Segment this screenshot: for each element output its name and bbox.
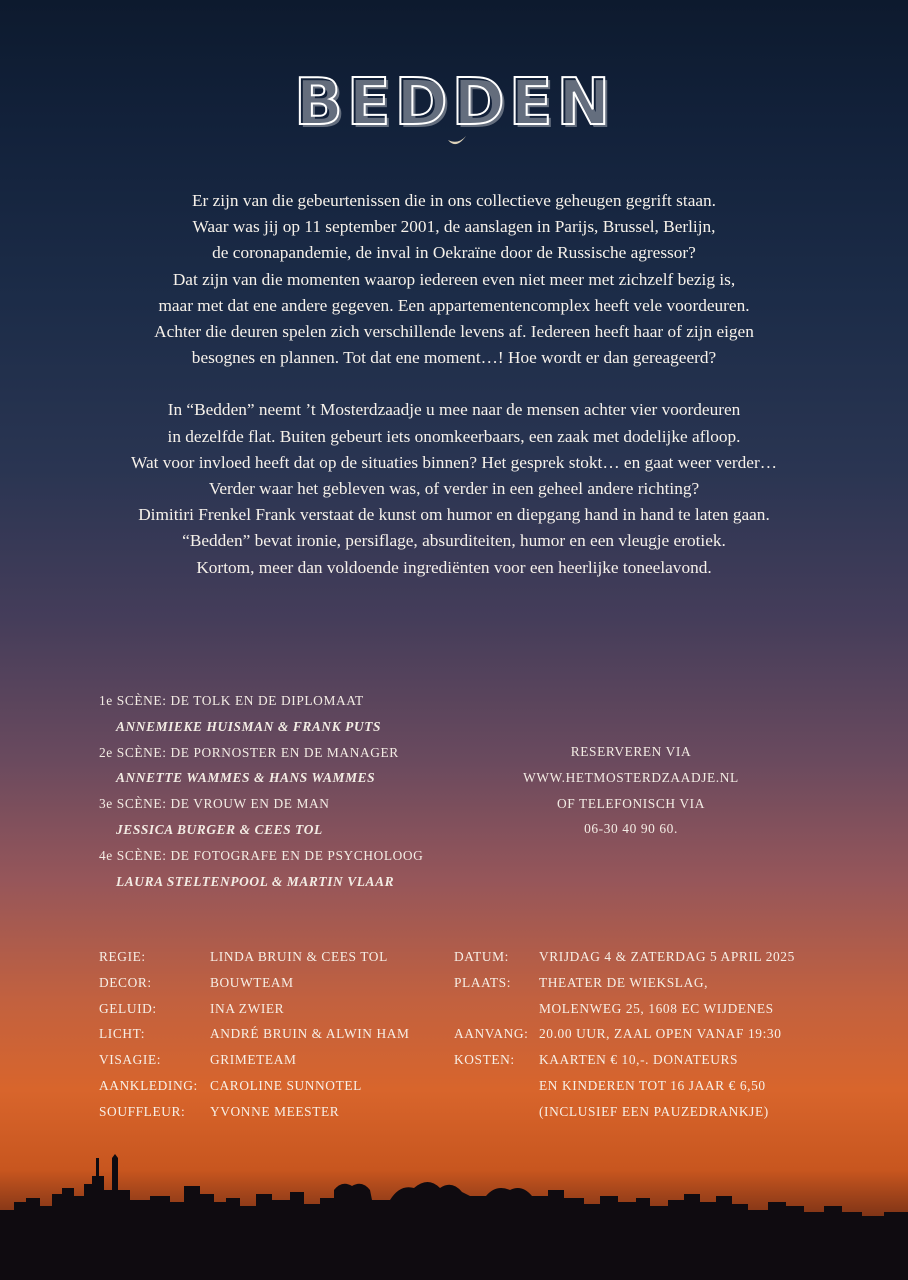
intro-paragraph-2	[40, 397, 868, 580]
intro-text	[40, 188, 868, 581]
intro-line: in dezelfde flat. Buiten gebeurt iets onomkeerbaars, een zaak met dodelijke afloop.	[167, 426, 741, 446]
reservation-line: RESERVEREN VIA	[570, 744, 692, 759]
event-row	[454, 1021, 874, 1047]
event-label	[454, 1099, 539, 1125]
credit-row	[99, 1073, 459, 1099]
credit-role: SOUFFLEUR:	[99, 1103, 186, 1119]
scene-title: 3e SCÈNE: DE VROUW EN DE MAN	[99, 796, 330, 812]
scene-cast: ANNETTE WAMMES & HANS WAMMES	[116, 770, 376, 786]
intro-line: Dimitiri Frenkel Frank verstaat de kunst om humor en diepgang hand in hand te laten gaan.	[138, 505, 770, 525]
city-skyline-silhouette	[0, 1140, 908, 1280]
event-label: PLAATS:	[454, 974, 512, 990]
reservation-info	[500, 739, 762, 842]
event-value: (INCLUSIEF EEN PAUZEDRANKJE)	[539, 1103, 769, 1119]
event-label: KOSTEN:	[454, 1052, 515, 1068]
scene-title: 1e SCÈNE: DE TOLK EN DE DIPLOMAAT	[99, 693, 364, 708]
credit-row	[99, 944, 459, 970]
scene-cast: JESSICA BURGER & CEES TOL	[116, 821, 323, 837]
intro-line: In “Bedden” neemt ’t Mosterdzaadje u mee naar de mensen achter vier voordeuren	[167, 400, 741, 420]
reservation-website: WWW.HETMOSTERDZAADJE.NL	[523, 769, 739, 785]
event-label	[454, 996, 539, 1022]
intro-paragraph-1	[40, 188, 868, 371]
credit-name: GRIMETEAM	[210, 1052, 297, 1068]
intro-line: Dat zijn van die momenten waarop iedereen even niet meer met zichzelf bezig is,	[172, 269, 736, 289]
intro-line: maar met dat ene andere gegeven. Een appartementencomplex heeft vele voordeuren.	[158, 295, 750, 315]
event-value: EN KINDEREN TOT 16 JAAR € 6,50	[539, 1077, 766, 1093]
credit-row	[99, 1021, 459, 1047]
event-label: AANVANG:	[454, 1026, 529, 1042]
credit-role: LICHT:	[99, 1026, 146, 1042]
credits-list	[99, 944, 459, 1125]
scene-cast: LAURA STELTENPOOL & MARTIN VLAAR	[116, 873, 395, 889]
intro-line: Waar was jij op 11 september 2001, de aanslagen in Parijs, Brussel, Berlijn,	[192, 217, 716, 237]
intro-line: de coronapandemie, de inval in Oekraïne door de Russische agressor?	[212, 243, 696, 263]
credit-name: ANDRÉ BRUIN & ALWIN HAM	[210, 1026, 410, 1042]
crescent-moon-icon	[446, 128, 468, 150]
intro-line: Verder waar het gebleven was, of verder in een geheel andere richting?	[208, 479, 700, 499]
intro-line: Wat voor invloed heeft dat op de situaties binnen? Het gesprek stokt… en gaat weer verder…	[131, 452, 777, 472]
credit-role: VISAGIE:	[99, 1052, 162, 1068]
scene-list	[99, 688, 499, 894]
credit-name: INA ZWIER	[210, 1000, 285, 1016]
credit-row	[99, 1099, 459, 1125]
credit-name: YVONNE MEESTER	[210, 1103, 340, 1119]
paragraph-gap	[40, 371, 868, 397]
scene-cast: ANNEMIEKE HUISMAN & FRANK PUTS	[116, 718, 382, 734]
reservation-line: OF TELEFONISCH VIA	[557, 795, 705, 811]
credit-role: AANKLEDING:	[99, 1077, 198, 1093]
credit-name: LINDA BRUIN & CEES TOL	[210, 949, 388, 964]
reservation-phone: 06-30 40 90 60.	[584, 821, 678, 837]
scene-title: 4e SCÈNE: DE FOTOGRAFE EN DE PSYCHOLOOG	[99, 847, 424, 863]
credit-name: CAROLINE SUNNOTEL	[210, 1077, 362, 1093]
poster-title: BEDDEN	[293, 66, 615, 140]
event-label	[454, 1073, 539, 1099]
event-row	[454, 996, 874, 1022]
intro-line: Er zijn van die gebeurtenissen die in ons collectieve geheugen gegrift staan.	[191, 191, 716, 210]
event-label: DATUM:	[454, 949, 509, 964]
event-details	[454, 944, 874, 1125]
event-value: VRIJDAG 4 & ZATERDAG 5 APRIL 2025	[539, 949, 795, 964]
event-value: MOLENWEG 25, 1608 EC WIJDENES	[539, 1000, 774, 1016]
credit-role: GELUID:	[99, 1000, 157, 1016]
event-row	[454, 970, 874, 996]
event-row	[454, 1073, 874, 1099]
event-value: 20.00 UUR, ZAAL OPEN VANAF 19:30	[539, 1026, 782, 1042]
credit-name: BOUWTEAM	[210, 974, 294, 990]
credit-row	[99, 996, 459, 1022]
credit-row	[99, 970, 459, 996]
event-row	[454, 1099, 874, 1125]
credit-role: REGIE:	[99, 949, 146, 964]
event-row	[454, 1047, 874, 1073]
intro-line: Kortom, meer dan voldoende ingrediënten voor een heerlijke toneelavond.	[196, 557, 712, 577]
event-value: THEATER DE WIEKSLAG,	[539, 974, 709, 990]
scene-title: 2e SCÈNE: DE PORNOSTER EN DE MANAGER	[99, 744, 399, 760]
intro-line: besognes en plannen. Tot dat ene moment…! Hoe wordt er dan gereageerd?	[191, 348, 717, 368]
credit-role: DECOR:	[99, 974, 152, 990]
event-row	[454, 944, 874, 970]
event-value: KAARTEN € 10,-. DONATEURS	[539, 1052, 739, 1068]
intro-line: Achter die deuren spelen zich verschillende levens af. Iedereen heeft haar of zijn eigen	[154, 322, 754, 342]
intro-line: “Bedden” bevat ironie, persiflage, absurditeiten, humor en een vleugje erotiek.	[182, 531, 726, 551]
credit-row	[99, 1047, 459, 1073]
